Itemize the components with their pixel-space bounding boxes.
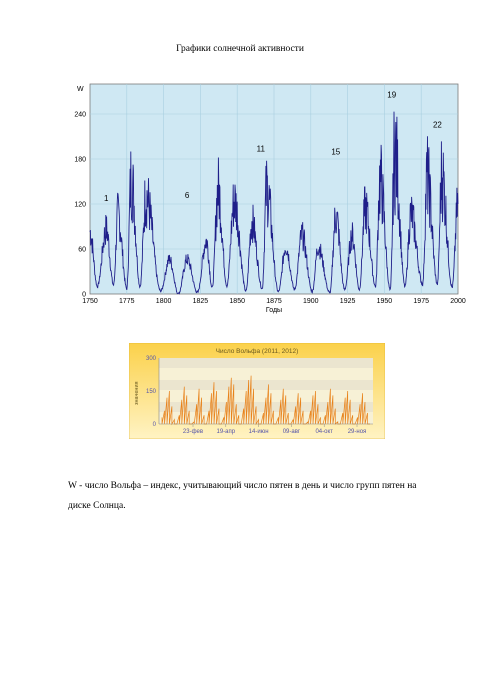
y-tick-label: 240: [74, 111, 86, 119]
x-tick-label: 1800: [155, 298, 172, 305]
x-tick-label: 2000: [450, 298, 466, 305]
chart2-band: [159, 358, 373, 368]
x-tick-label: 1975: [413, 298, 429, 305]
x-tick-label: 1825: [192, 298, 209, 305]
wolf-number-definition: W - число Вольфа – индекс, учитывающий число пятен в день и число групп пятен на диске Солнца.: [68, 481, 417, 511]
x-tick-label: 1925: [339, 298, 356, 305]
chart2-y-tick-label: 300: [145, 356, 156, 362]
y-tick-label: 0: [82, 291, 86, 299]
x-tick-label: 1850: [229, 298, 245, 305]
page-title: Графики солнечной активности: [176, 44, 304, 54]
cycle-label: 15: [331, 147, 341, 157]
y-tick-label: 180: [74, 156, 86, 164]
chart2-y-axis-label: значения: [134, 381, 140, 405]
y-tick-label: 60: [78, 246, 86, 254]
cycle-label: 6: [184, 191, 190, 200]
x-tick-label: 1875: [266, 298, 282, 305]
chart2-x-tick-label: 23-фев: [182, 429, 204, 435]
chart2-x-tick-label: 04-окт: [315, 429, 333, 435]
chart2-y-tick-label: 150: [145, 389, 156, 395]
x-axis-label: Годы: [265, 307, 283, 314]
x-tick-label: 1750: [82, 298, 98, 305]
chart2-x-tick-label: 19-апр: [216, 429, 236, 435]
y-axis-label: W: [77, 86, 84, 93]
chart2-y-tick-label: 0: [152, 422, 156, 428]
chart2-band: [159, 380, 373, 390]
chart2-x-tick-label: 09-авг: [282, 429, 301, 435]
x-tick-label: 1950: [376, 298, 393, 305]
cycle-label: 11: [256, 144, 265, 154]
chart2-title: Число Вольфа (2011, 2012): [215, 348, 299, 355]
wolf-number-chart: [129, 343, 385, 439]
cycle-label: 22: [432, 120, 442, 130]
cycle-label: 1: [103, 194, 109, 203]
chart2-x-tick-label: 29-ноя: [347, 429, 367, 435]
x-tick-label: 1900: [303, 298, 319, 305]
x-tick-label: 1775: [119, 298, 135, 305]
chart2-x-tick-label: 14-июн: [248, 429, 269, 435]
cycle-label: 19: [387, 90, 397, 100]
sunspot-chart: [74, 76, 474, 314]
y-tick-label: 120: [74, 201, 86, 209]
